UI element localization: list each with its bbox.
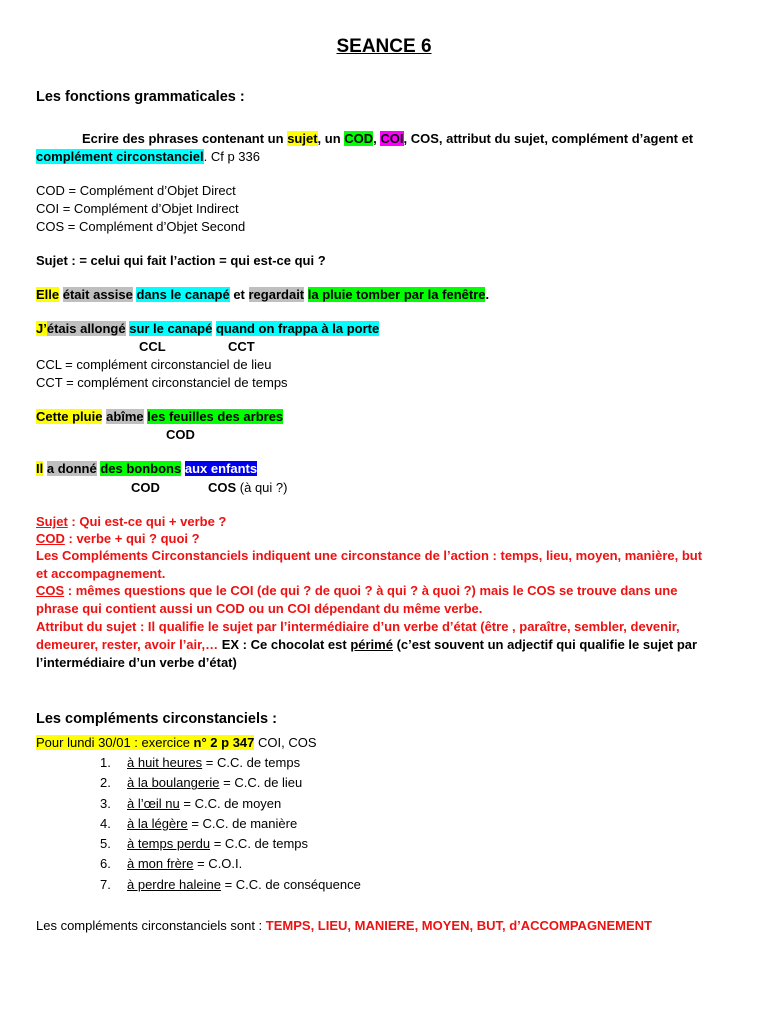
highlight-coi: COI (380, 131, 404, 146)
rule-attribut-line-1: Attribut du sujet : Il qualifie le sujet par l’intermédiaire d’un verbe d’état (être , paraître, sembler, devenir, (36, 619, 680, 634)
list-item: 2. à la boulangerie = C.C. de lieu (100, 775, 303, 791)
rule-cos-line-2: phrase qui contient aussi un COD ou un COI dépendant du même verbe. (36, 601, 483, 616)
section-heading-complements: Les compléments circonstanciels : (36, 711, 277, 727)
rule-attribut-line-3: l’intermédiaire d’un verbe d’état) (36, 655, 237, 670)
label-cos-4: COS (à qui ?) (208, 480, 288, 495)
highlight-cc: complément circonstanciel (36, 149, 204, 164)
label-cod-4: COD (131, 480, 160, 495)
example-sentence-2: J’étais allongé sur le canapé quand on frappa à la porte (36, 321, 380, 336)
list-item: 3. à l’œil nu = C.C. de moyen (100, 795, 282, 811)
rule-sujet: Sujet : Qui est-ce qui + verbe ? (36, 514, 227, 529)
label-cct: CCT (228, 339, 255, 354)
rule-cc-line-1: Les Compléments Circonstanciels indiquent une circonstance de l’action : temps, lieu, moyen, manière, but (36, 548, 703, 563)
summary-line: Les compléments circonstanciels sont : TEMPS, LIEU, MANIERE, MOYEN, BUT, d’ACCOMPAGNEMENT (36, 918, 652, 933)
sujet-definition: Sujet : = celui qui fait l’action = qui est-ce qui ? (36, 253, 326, 268)
list-item: 5. à temps perdu = C.C. de temps (100, 836, 309, 852)
rule-cos-line-1: COS : mêmes questions que le COI (de qui ? de quoi ? à qui ? à quoi ?) mais le COS se trouve dans une (36, 583, 678, 598)
list-item: 7. à perdre haleine = C.C. de conséquence (100, 876, 361, 892)
homework-line: Pour lundi 30/01 : exercice n° 2 p 347 COI, COS (36, 735, 317, 750)
highlight-sujet: sujet (287, 131, 318, 146)
intro-line-1: Ecrire des phrases contenant un sujet, un COD, COI, COS, attribut du sujet, complément d’agent et (82, 131, 694, 146)
definition-ccl: CCL = complément circonstanciel de lieu (36, 357, 272, 372)
list-item: 4. à la légère = C.C. de manière (100, 815, 298, 831)
rule-attribut-line-2: demeurer, rester, avoir l’air,… EX : Ce chocolat est périmé (c’est souvent un adjectif qui qualifie le sujet par (36, 637, 698, 652)
highlight-cod: COD (344, 131, 374, 146)
definition-coi: COI = Complément d’Objet Indirect (36, 201, 239, 216)
example-sentence-4: Il a donné des bonbons aux enfants (36, 461, 258, 476)
rule-cc-line-2: et accompagnement. (36, 566, 166, 581)
example-sentence-3: Cette pluie abîme les feuilles des arbres (36, 409, 284, 424)
definition-cod: COD = Complément d’Objet Direct (36, 183, 236, 198)
label-ccl: CCL (139, 339, 166, 354)
rule-cod: COD : verbe + qui ? quoi ? (36, 531, 200, 546)
intro-line-2: complément circonstanciel. Cf p 336 (36, 149, 260, 164)
list-item: 6. à mon frère = C.O.I. (100, 856, 243, 872)
example-sentence-1: Elle était assise dans le canapé et regardait la pluie tomber par la fenêtre. (36, 287, 490, 302)
label-cod-3: COD (166, 427, 195, 442)
definition-cct: CCT = complément circonstanciel de temps (36, 375, 288, 390)
exercise-list (100, 753, 361, 895)
definition-cos: COS = Complément d’Objet Second (36, 219, 246, 234)
page-title: SEANCE 6 (336, 36, 432, 57)
section-heading-fonctions: Les fonctions grammaticales : (36, 89, 245, 105)
list-item: 1. à huit heures = C.C. de temps (100, 755, 301, 770)
